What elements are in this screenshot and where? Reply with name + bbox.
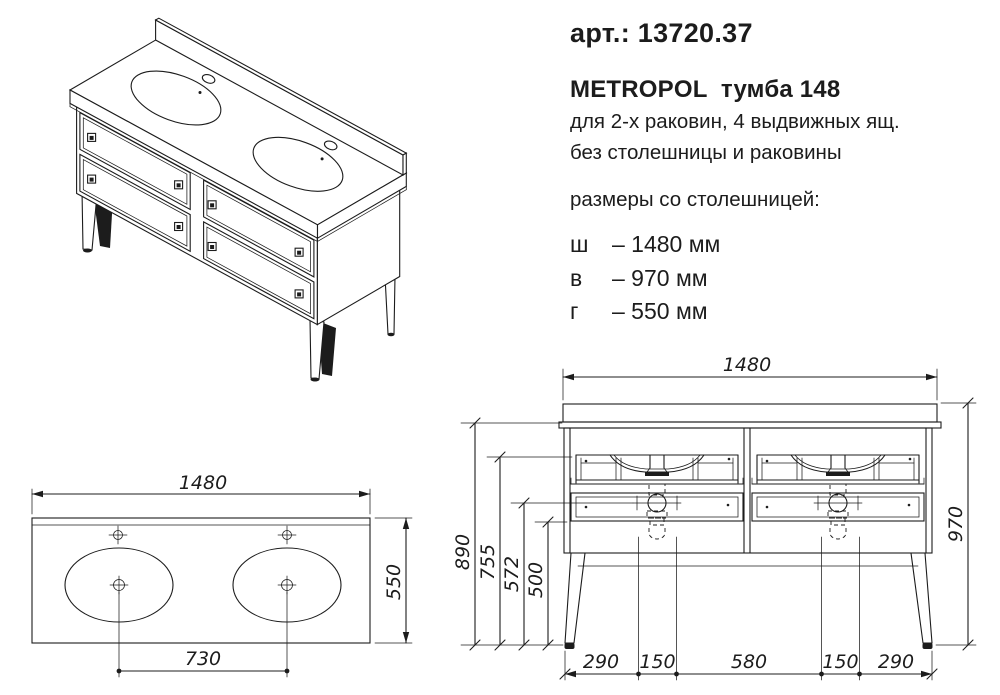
front-width-label: 1480 [722, 354, 772, 376]
countertop-outline [32, 518, 370, 643]
plan-sink-spacing-label: 730 [184, 648, 222, 670]
countertop [563, 404, 937, 422]
leg-foot-cap [388, 333, 395, 336]
front-right-leg [911, 553, 932, 643]
knob-dot [766, 506, 769, 509]
countertop-lip [559, 422, 941, 428]
right-cabinet-section [752, 455, 924, 539]
cabinet-carcass [564, 428, 932, 553]
knob[interactable] [295, 248, 303, 256]
siphon-assembly [633, 484, 681, 539]
leg-foot-cap [83, 249, 92, 253]
knob[interactable] [208, 201, 216, 209]
plan-depth-label: 550 [383, 563, 405, 601]
front-bottom-dimensions [560, 537, 937, 680]
front-left-dimensions [452, 418, 633, 650]
segment-290-label: 290 [582, 651, 620, 673]
leg-foot-cap [923, 643, 933, 649]
knob-dot [909, 458, 912, 461]
front-width-dimension [563, 354, 937, 400]
product-title: METROPOL тумба 148 [570, 76, 841, 103]
left-cabinet-section [571, 455, 743, 539]
segment-290-label: 290 [877, 651, 915, 673]
plan-sink-spacing-dimension [117, 592, 290, 677]
leg-foot-cap [565, 643, 575, 649]
plan-view [32, 472, 412, 677]
backsplash-right-edge [403, 153, 406, 175]
siphon-assembly [814, 484, 862, 539]
product-description-line2: без столешницы и раковины [570, 141, 842, 164]
size-key: г [570, 298, 579, 324]
drain-marker [278, 576, 296, 594]
drain-marker [110, 576, 128, 594]
front-total-height-dimension [936, 398, 976, 650]
segment-150-label: 150 [639, 651, 676, 673]
knob-dot [908, 504, 911, 507]
knob-dot [728, 458, 731, 461]
front-view [452, 354, 976, 680]
product-description-line1: для 2-х раковин, 4 выдвижных ящ. [570, 110, 900, 133]
knob-dot [585, 506, 588, 509]
front-left-leg [565, 553, 585, 643]
height-890-label: 890 [452, 533, 474, 571]
knob[interactable] [175, 223, 183, 231]
plan-width-label: 1480 [178, 472, 228, 494]
knob[interactable] [175, 181, 183, 189]
drain-fitting [826, 472, 850, 476]
knob-dot [727, 504, 730, 507]
faucet-hole-marker [109, 526, 127, 544]
size-value: – 1480 мм [612, 231, 721, 257]
leg-foot-cap [311, 378, 320, 382]
knob[interactable] [88, 175, 96, 183]
drain-fitting [645, 472, 669, 476]
knob[interactable] [295, 290, 303, 298]
overflow-hole [199, 91, 202, 94]
knob[interactable] [88, 133, 96, 141]
size-key: ш [570, 231, 589, 257]
overflow-hole [321, 157, 324, 160]
isometric-view [70, 18, 406, 381]
height-572-label: 572 [501, 555, 523, 593]
height-500-label: 500 [525, 561, 547, 599]
size-key: в [570, 264, 583, 291]
faucet-hole-marker [278, 526, 296, 544]
article-number: арт.: 13720.37 [570, 18, 753, 48]
front-total-height-label: 970 [945, 505, 967, 543]
segment-580-label: 580 [730, 651, 768, 673]
knob-dot [585, 460, 588, 463]
plan-depth-dimension [375, 518, 412, 643]
segment-150-label: 150 [822, 651, 859, 673]
knob[interactable] [208, 243, 216, 251]
plan-width-dimension [32, 472, 370, 514]
size-value: – 970 мм [612, 264, 708, 291]
size-value: – 550 мм [612, 298, 708, 324]
knob-dot [766, 460, 769, 463]
sizes-heading: размеры со столешницей: [570, 188, 820, 211]
height-755-label: 755 [477, 543, 499, 581]
